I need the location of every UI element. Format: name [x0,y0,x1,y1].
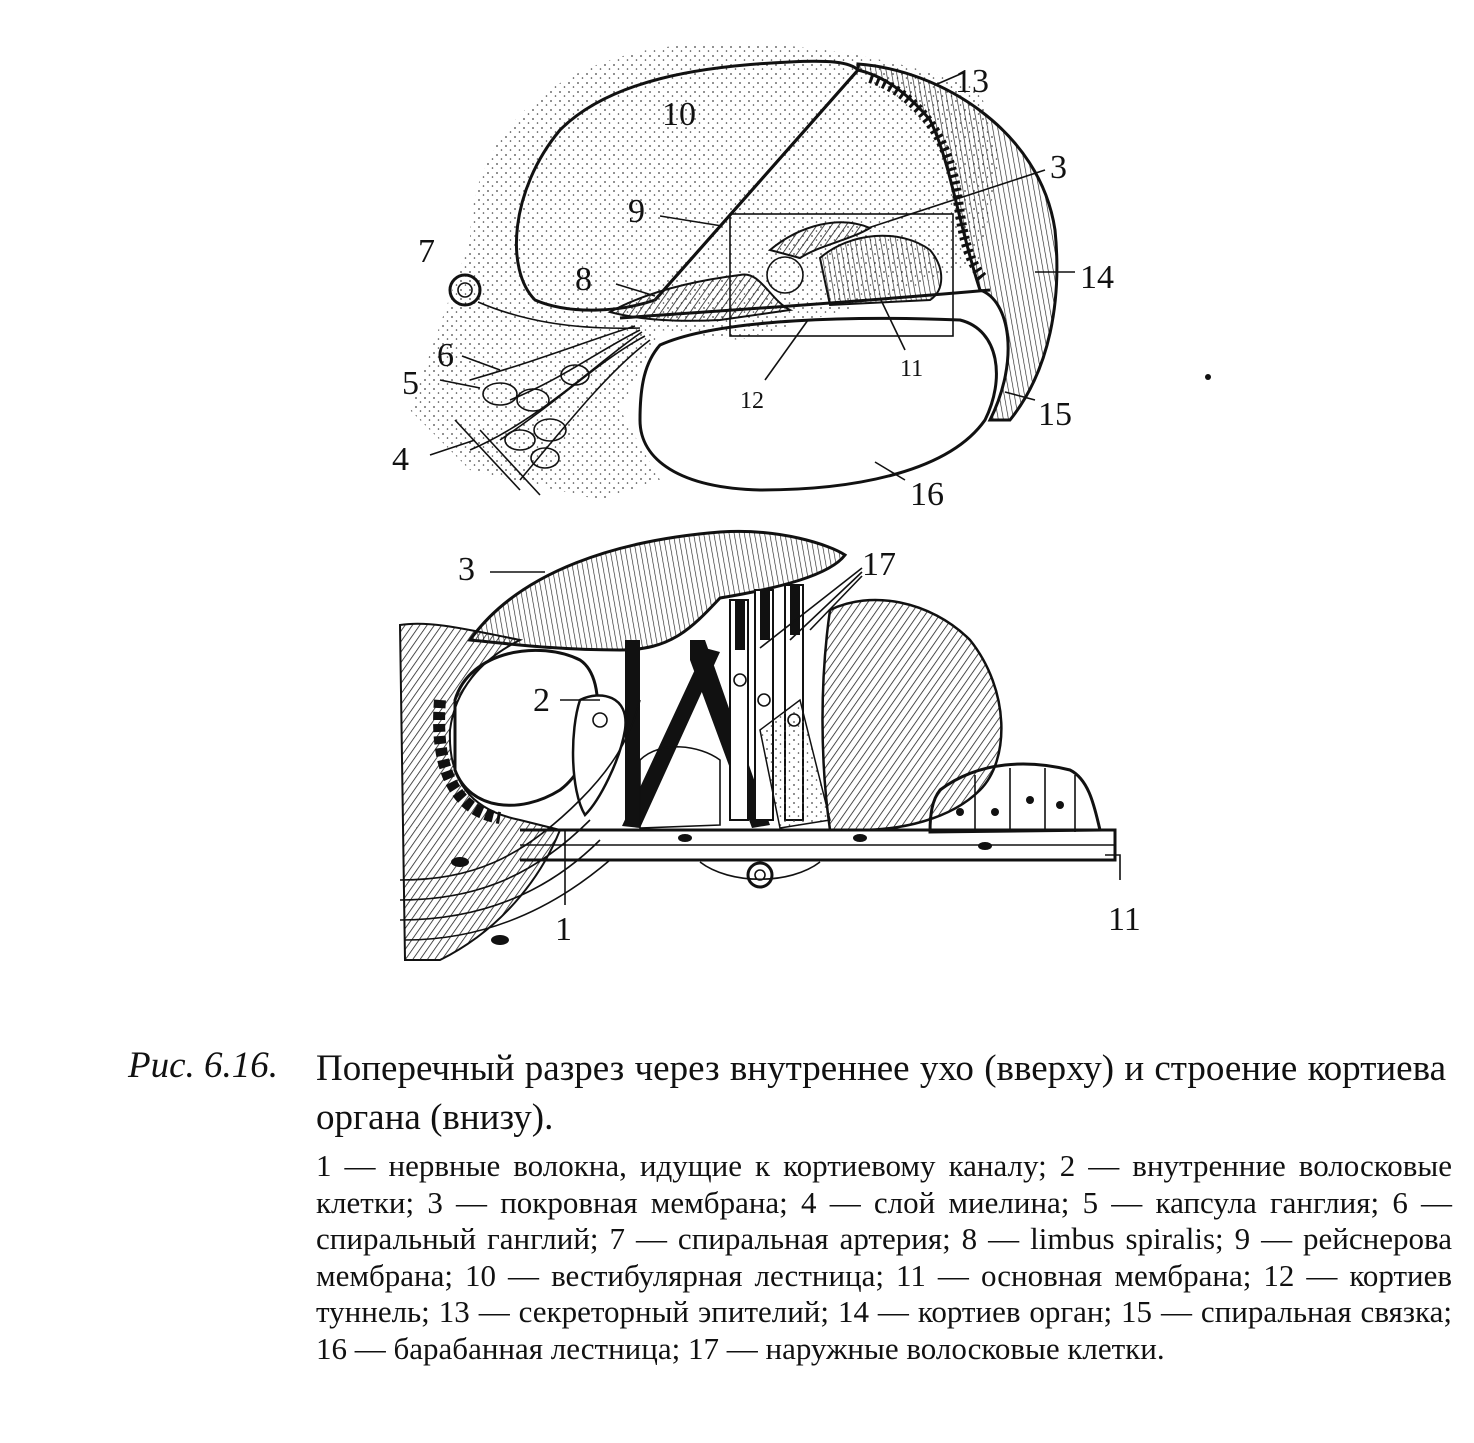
scala-tympani [640,318,996,490]
legend-item: 5 — капсула ганглия; [1082,1184,1380,1220]
caption-prefix: Рис. 6.16. [128,1045,279,1086]
legend-item: 16 — барабанная лестница; [316,1330,681,1366]
label-4: 4 [392,441,409,478]
legend-item: 2 — внутренние волосковые клетки; [316,1148,1453,1220]
legend-item: 17 — наружные волосковые клетки. [687,1330,1165,1366]
label-9: 9 [628,193,645,230]
legend-item: 9 — рейснерова мембрана; [316,1221,1452,1293]
label-15: 15 [1038,396,1072,433]
legend-item: 10 — вестибулярная лестница; [465,1257,885,1293]
legend-item: 12 — кортиев туннель; [316,1257,1453,1329]
legend-item: 6 — спиральный ганглий; [316,1184,1453,1256]
caption-title: Поперечный разрез через внутреннее ухо (вверху) и строение кортиева органа (внизу). [316,1048,1446,1138]
legend-item: 1 — нервные волокна, идущие к кортиевому каналу; [316,1148,1047,1183]
legend-item: 14 — кортиев орган; [837,1294,1113,1329]
legend-item: 3 — покровная мембрана; [427,1184,788,1220]
label-13: 13 [955,63,989,100]
label-11-bottom: 11 [1108,901,1141,938]
label-5: 5 [402,365,419,402]
legend-item: 8 — limbus spiralis; [961,1221,1224,1256]
legend-item: 15 — спиральная связка; [1121,1294,1453,1329]
label-6: 6 [437,337,454,374]
legend-item: 4 — слой миелина; [801,1184,1070,1220]
outer-hair-cells [730,585,830,828]
label-12: 12 [740,388,764,414]
label-17: 17 [862,546,896,583]
legend-item: 13 — секреторный эпителий; [438,1294,830,1329]
label-2: 2 [533,682,550,719]
label-10: 10 [662,96,696,133]
organ-of-corti-detail [400,531,1120,960]
figure-caption [128,1044,1458,1142]
basilar-membrane [520,830,1115,887]
label-16: 16 [910,476,944,513]
label-11-top: 11 [900,356,924,382]
label-3-top: 3 [1050,149,1067,186]
legend [316,1148,1452,1367]
label-1: 1 [555,911,572,948]
stray-dot [1205,374,1211,380]
legend-item: 7 — спиральная артерия; [609,1221,951,1256]
label-3-bottom: 3 [458,551,475,588]
legend-item: 11 — основная мембрана; [896,1257,1252,1293]
label-14: 14 [1080,259,1114,296]
label-7: 7 [418,233,435,270]
label-8: 8 [575,261,592,298]
